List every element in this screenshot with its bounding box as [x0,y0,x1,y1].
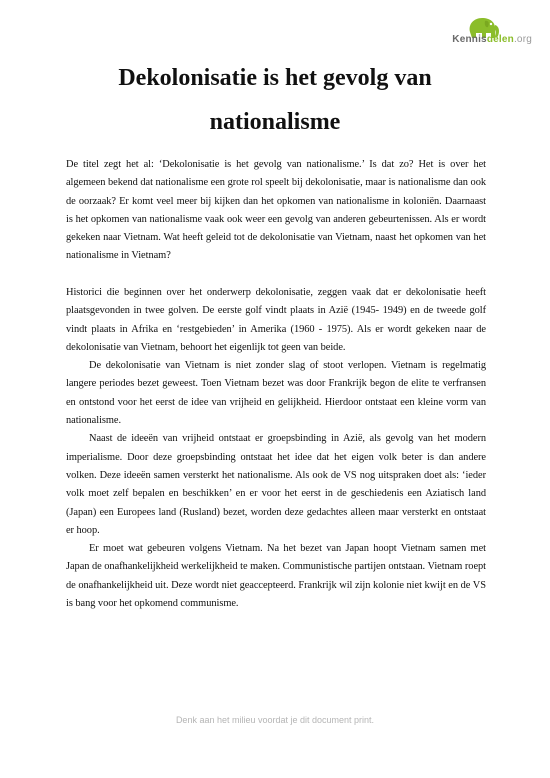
paragraph-intro: De titel zegt het al: ‘Dekolonisatie is het gevolg van nationalisme.’ Is dat zo? Het is over het algemeen bekend dat nationalisme een grote rol speelt bij dekolonisatie, maar is nationalisme dan ook de oorzaak? Er komt veel meer bij kijken dan het opkomen van nationalisme in koloniën. Daarnaast is het opkomen van nationalisme vaak ook weer een gevolg van anderen gebeurtenissen. Als er wordt gekeken naar Vietnam. Wat heeft geleid tot de dekolonisatie van Vietnam, naast het opkomen van het nationalisme in Vietnam? [66,159,486,262]
document-title [40,56,510,144]
logo-wordmark [452,34,532,45]
paragraph-vietnam-decolonisation: De dekolonisatie van Vietnam is niet zonder slag of stoot verlopen. Vietnam is regelmatig langere periodes bezet geweest. Toen Vietnam bezet was door Frankrijk begon de elite te verfransen en ontstond voor het eerst de idee van vrijheid en gelijkheid. Hierdoor ontstaat een kleine vorm van nationalisme. [66,360,486,427]
paragraph-historians: Historici die beginnen over het onderwerp dekolonisatie, zeggen vaak dat er dekolonisatie heeft plaatsgevonden in twee golven. De eerste golf vindt plaats in Azië (1945- 1949) en de tweede golf vindt plaats in Afrika en ‘restgebieden’ in Amerika (1960 - 1975). Als er wordt gekeken naar de dekolonisatie van Vietnam, behoort het eigenlijk tot geen van beide. [66,287,486,353]
kennisdelen-logo[interactable] [412,12,532,54]
document-title-line1: Dekolonisatie is het gevolg van [118,65,432,91]
intro-section [66,156,486,266]
document-title-line2: nationalisme [209,109,341,135]
body-section [66,284,486,613]
paragraph-group-binding: Naast de ideeën van vrijheid ontstaat er groepsbinding in Azië, als gevolg van het modern imperialisme. Door deze groepsbinding ontstaat het idee dat het eigen volk beter is dan andere volken. Deze ideeën samen versterkt het nationalisme. Als ook de VS nog uitspraken doet als: ‘ieder volk moet zelf bepalen en beschikken’ en er voor het eerst in de geschiedenis een Aziatisch land (Japan) een Europees land (Rusland) bezet, worden deze gedachtes alleen maar versterkt en ontstaat er hoop. [66,433,486,536]
footer-note: Denk aan het milieu voordat je dit document print. [175,715,375,725]
logo-brand-part2: delen [486,34,514,45]
paragraph-independence: Er moet wat gebeuren volgens Vietnam. Na het bezet van Japan hoopt Vietnam samen met Japan de onafhankelijkheid werkelijkheid te maken. Communistische partijen ontstaan. Vietnam roept de onafhankelijkheid uit. Deze wordt niet geaccepteerd. Frankrijk wil zijn kolonie niet kwijt en de VS is bang voor het opkomend communisme. [66,543,486,610]
logo-brand-part1: Kennis [452,34,487,45]
logo-brand-tld: .org [513,34,532,45]
